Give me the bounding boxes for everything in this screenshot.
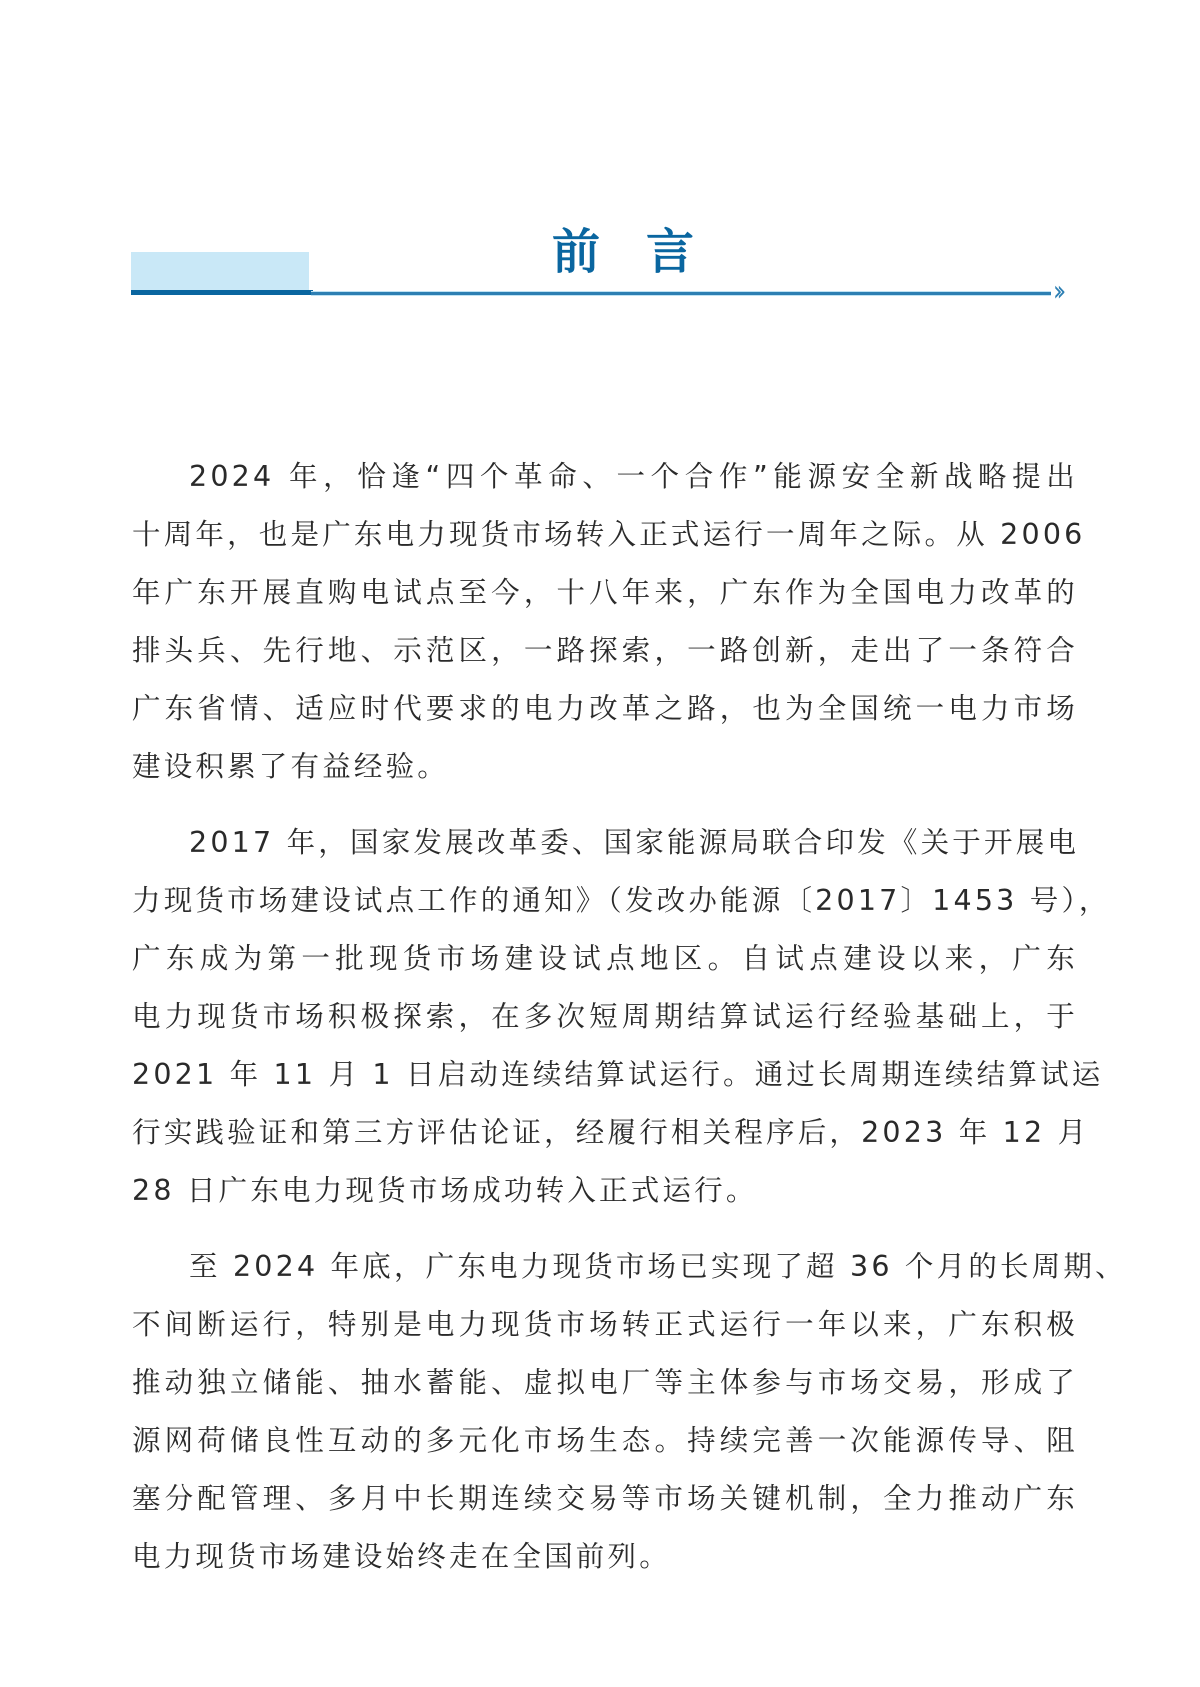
paragraph-2 [132, 814, 1111, 1220]
text-line: 排头兵、先行地、示范区，一路探索，一路创新，走出了一条符合 [132, 634, 1078, 667]
text-line: 塞分配管理、多月中长期连续交易等市场关键机制，全力推动广东 [132, 1482, 1078, 1515]
title-underline-thick [131, 290, 313, 295]
text-line: 行实践验证和第三方评估论证，经履行相关程序后，2023 年 12 月 [132, 1116, 1090, 1149]
page-header [0, 0, 1200, 320]
text-line: 源网荷储良性互动的多元化市场生态。持续完善一次能源传导、阻 [132, 1424, 1078, 1457]
text-line: 推动独立储能、抽水蓄能、虚拟电厂等主体参与市场交易，形成了 [132, 1366, 1078, 1399]
text-line: 2024 年，恰逢“四个革命、一个合作”能源安全新战略提出 [189, 460, 1078, 493]
text-line: 电力现货市场积极探索，在多次短周期结算试运行经验基础上，于 [132, 1000, 1078, 1033]
double-chevron-right-icon: ›› [1053, 274, 1061, 308]
text-line: 2021 年 11 月 1 日启动连续结算试运行。通过长周期连续结算试运 [132, 1058, 1104, 1091]
paragraph-1 [132, 448, 1086, 796]
text-line: 电力现货市场建设始终走在全国前列。 [132, 1540, 671, 1573]
text-line: 十周年，也是广东电力现货市场转入正式运行一周年之际。从 2006 [132, 518, 1086, 551]
text-line: 广东成为第一批现货市场建设试点地区。自试点建设以来，广东 [132, 942, 1078, 975]
text-line: 2017 年，国家发展改革委、国家能源局联合印发《关于开展电 [189, 826, 1080, 859]
paragraph-3 [132, 1238, 1127, 1586]
preface-body [132, 448, 1127, 1604]
text-line: 不间断运行，特别是电力现货市场转正式运行一年以来，广东积极 [132, 1308, 1078, 1341]
title-underline-thin [311, 291, 1051, 296]
text-line: 至 2024 年底，广东电力现货市场已实现了超 36 个月的长周期、 [189, 1250, 1127, 1283]
text-line: 力现货市场建设试点工作的通知》（发改办能源〔2017〕1453 号）， [132, 884, 1111, 917]
page-title: 前言 [551, 224, 740, 280]
text-line: 年广东开展直购电试点至今，十八年来，广东作为全国电力改革的 [132, 576, 1078, 609]
text-line: 建设积累了有益经验。 [132, 750, 450, 783]
text-line: 广东省情、适应时代要求的电力改革之路，也为全国统一电力市场 [132, 692, 1078, 725]
text-line: 28 日广东电力现货市场成功转入正式运行。 [132, 1174, 758, 1207]
